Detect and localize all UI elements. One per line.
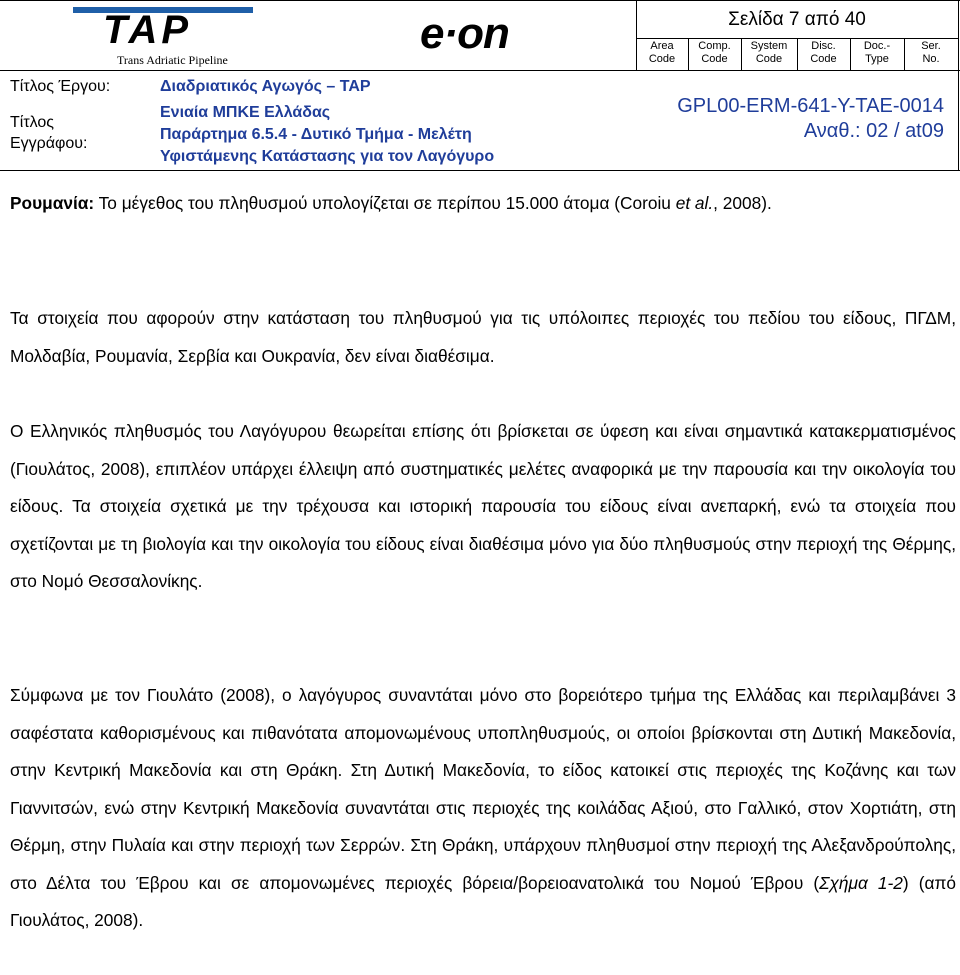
code-cell-line: Code bbox=[810, 53, 837, 65]
paragraph-other-regions: Τα στοιχεία που αφορούν στην κατάσταση του πληθυσμού για τις υπόλοιπες περιοχές του πεδίου του είδους, ΠΓΔΜ, Μολδαβία, Ρουμανία, Σερβία και Ουκρανία, δεν είναι διαθέσιμα. bbox=[10, 308, 956, 366]
code-cell-line: Type bbox=[865, 53, 889, 65]
code-grid-divider bbox=[688, 38, 689, 70]
document-title-line2: Παράρτημα 6.5.4 - Δυτικό Τμήμα - Μελέτη bbox=[160, 126, 472, 143]
code-cell-line: System bbox=[750, 40, 788, 52]
code-cell-doctype bbox=[850, 40, 904, 68]
code-cell-system bbox=[741, 40, 797, 68]
code-cell-line: Code bbox=[648, 53, 676, 65]
romania-citation-etal: et al. bbox=[675, 193, 714, 213]
code-cell-line: Area bbox=[650, 40, 674, 52]
code-grid-divider bbox=[904, 38, 905, 70]
distribution-end: ) (από Γιουλάτος, 2008). bbox=[10, 872, 957, 930]
code-grid-divider bbox=[741, 38, 742, 70]
tap-logo-word: TAP bbox=[103, 8, 193, 52]
header-divider bbox=[0, 70, 960, 71]
header-border-top bbox=[0, 0, 960, 1]
romania-citation-end: , 2008). bbox=[713, 193, 772, 213]
document-title-label-line2: Εγγράφου: bbox=[10, 135, 88, 152]
code-cell-line: No. bbox=[922, 53, 940, 65]
paragraph-distribution bbox=[10, 677, 956, 940]
document-revision: Αναθ.: 02 / at09 bbox=[803, 120, 944, 142]
document-title-line3: Υφιστάμενης Κατάστασης για τον Λαγόγυρο bbox=[160, 148, 495, 165]
code-grid-divider bbox=[850, 38, 851, 70]
document-code: GPL00-ERM-641-Y-TAE-0014 bbox=[677, 95, 944, 117]
code-cell-line: Doc.- bbox=[863, 40, 891, 52]
romania-text: Το μέγεθος του πληθυσμού υπολογίζεται σε περίπου 15.000 άτομα (Coroiu bbox=[94, 193, 676, 213]
code-cell-line: Code bbox=[755, 53, 783, 65]
header-border-right bbox=[958, 0, 959, 170]
project-title: Διαδριατικός Αγωγός – TAP bbox=[160, 78, 371, 95]
code-cell-comp bbox=[688, 40, 741, 68]
code-cell-line: Ser. bbox=[921, 40, 941, 52]
page-box-border-left bbox=[636, 0, 637, 70]
code-grid-divider bbox=[797, 38, 798, 70]
code-cell-disc bbox=[797, 40, 850, 68]
code-cell-line: Comp. bbox=[698, 40, 731, 52]
code-cell-area bbox=[636, 40, 688, 68]
header-border-bottom bbox=[0, 170, 960, 171]
paragraph-greek-population: Ο Ελληνικός πληθυσμός του Λαγόγυρου θεωρείται επίσης ότι βρίσκεται σε ύφεση και είναι σημαντικά κατακερματισμένος (Γιουλάτος, 2008), επιπλέον υπάρχει έλλειψη από συστηματικές μελέτες αναφορικά με την παρουσία και την οικολογία του είδους. Τα στοιχεία σχετικά με την τρέχουσα και ιστορική παρουσία του είδους είναι ανεπαρκή, ενώ τα στοιχεία που σχετίζονται με τη βιολογία και την οικολογία του είδους είναι διαθέσιμα μόνο για δύο πληθυσμούς στην περιοχή της Θέρμης, στο Νομό Θεσσαλονίκης. bbox=[10, 421, 956, 591]
code-cell-line: Disc. bbox=[811, 40, 836, 52]
code-cell-serno bbox=[904, 40, 958, 68]
romania-label: Ρουμανία: bbox=[10, 193, 95, 213]
page-number: Σελίδα 7 από 40 bbox=[728, 9, 866, 30]
distribution-text: Σύμφωνα με τον Γιουλάτο (2008), ο λαγόγυρος συναντάται μόνο στο βορειότερο τμήμα της Ελλάδας και περιλαμβάνει 3 σαφέστατα καθορισμένους και πιθανότατα απομονωμένους υποπληθυσμούς, οι οποίοι βρίσκονται στη Δυτική Μακεδονία, στην Κεντρική Μακεδονία και στη Θράκη. Στη Δυτική Μακεδονία, το είδος κατοικεί στις περιοχές της Κοζάνης και των Γιαννιτσών, ενώ στην Κεντρική Μακεδονία συναντάται στις περιοχές της κοιλάδας Αξιού, στο Γαλλικό, στον Χορτιάτη, στη Θέρμη, στην Πυλαία και στην περιοχή των Σερρών. Στη Θράκη, υπάρχουν πληθυσμοί στην περιοχή της Αλεξανδρούπολης, στο Δέλτα του Έβρου και σε απομονωμένες περιοχές βόρεια/βορειοανατολικά του Νομού Έβρου ( bbox=[10, 685, 956, 893]
figure-reference: Σχήμα 1-2 bbox=[819, 872, 903, 893]
document-title-label-line1: Τίτλος bbox=[10, 114, 55, 131]
project-title-label: Τίτλος Έργου: bbox=[10, 78, 111, 95]
eon-logo: e·on bbox=[420, 9, 509, 58]
tap-logo-tagline: Trans Adriatic Pipeline bbox=[117, 53, 228, 67]
paragraph-romania bbox=[10, 185, 956, 223]
tap-logo bbox=[73, 4, 273, 66]
code-cell-line: Code bbox=[701, 53, 728, 65]
document-title-line1: Ενιαία ΜΠΚΕ Ελλάδας bbox=[160, 104, 331, 121]
document-header bbox=[0, 0, 960, 170]
